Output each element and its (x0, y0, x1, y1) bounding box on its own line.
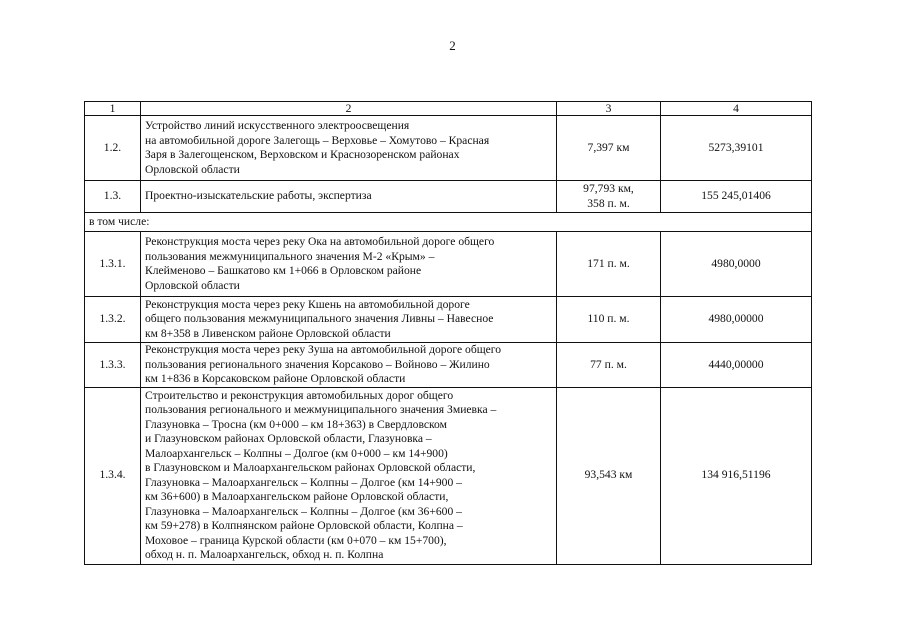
item-number: 1.2. (85, 116, 141, 181)
quantity-line: 171 п. м. (587, 256, 630, 270)
item-number: 1.3.3. (85, 343, 141, 388)
item-number: 1.3.2. (85, 297, 141, 343)
description-line: Глазуновка – Малоархангельск – Колпны – Долгое (км 36+600 – (145, 504, 462, 518)
description-line: км 59+278) в Колпнянском районе Орловской области, Колпна – (145, 519, 463, 532)
item-amount: 4980,00000 (661, 297, 812, 343)
description-line: Орловской области (145, 278, 240, 292)
item-quantity (557, 116, 661, 181)
item-number: 1.3.4. (85, 387, 141, 564)
description-line: пользования регионального значения Корсаково – Войново – Жилино (145, 357, 490, 371)
description-line: Реконструкция моста через реку Кшень на автомобильной дороге (145, 297, 470, 311)
description-line: Реконструкция моста через реку Ока на автомобильной дороге общего (145, 235, 495, 248)
description-line: Малоархангельск – Колпны – Долгое (км 0+000 – км 14+900) (145, 446, 448, 460)
item-quantity (557, 297, 661, 343)
item-quantity (557, 387, 661, 564)
description-line: пользования межмуниципального значения М-2 «Крым» – (145, 249, 435, 263)
description-line: км 8+358 в Ливенском районе Орловской области (145, 326, 391, 340)
description-line: обход н. п. Малоархангельск, обход н. п. Колпна (145, 548, 384, 561)
table-row (85, 297, 812, 343)
header-col-4: 4 (661, 102, 812, 116)
description-line: Реконструкция моста через реку Зуша на автомобильной дороге общего (145, 343, 502, 356)
description-line: Строительство и реконструкция автомобильных дорог общего (145, 388, 454, 402)
description-line: км 1+836 в Корсаковском районе Орловской области (145, 372, 406, 385)
item-amount: 4440,00000 (661, 343, 812, 388)
quantity-line: 93,543 км (584, 468, 633, 482)
table-row (85, 116, 812, 181)
description-line: общего пользования межмуниципального значения Ливны – Навесное (145, 312, 494, 326)
header-col-1: 1 (85, 102, 141, 116)
item-amount: 134 916,51196 (661, 387, 812, 564)
table-subheading-row (85, 213, 812, 232)
description-line: Моховое – граница Курской области (км 0+070 – км 15+700), (145, 533, 447, 547)
item-amount: 4980,0000 (661, 232, 812, 297)
description-line: Глазуновка – Малоархангельск – Колпны – Долгое (км 14+900 – (145, 475, 462, 489)
header-col-3: 3 (557, 102, 661, 116)
item-quantity (557, 181, 661, 213)
header-col-2: 2 (141, 102, 557, 116)
works-table (84, 101, 812, 565)
table-row (85, 181, 812, 213)
page-number: 2 (449, 38, 456, 53)
description-line: Устройство линий искусственного электроосвещения (145, 119, 410, 132)
subheading-text: в том числе: (85, 213, 812, 232)
description-line: пользования регионального и межмуниципального значения Змиевка – (145, 403, 497, 416)
item-number: 1.3.1. (85, 232, 141, 297)
quantity-line: 97,793 км, (583, 182, 634, 195)
quantity-line: 110 п. м. (587, 312, 630, 326)
description-line: Клейменово – Башкатово км 1+066 в Орловском районе (145, 264, 422, 277)
description-line: км 36+600) в Малоархангельском районе Орловской области, (145, 490, 449, 503)
item-amount: 155 245,01406 (661, 181, 812, 213)
description-line: Глазуновка – Тросна (км 0+000 – км 18+363) в Свердловском (145, 417, 447, 431)
description-line: Орловской области (145, 162, 240, 176)
item-quantity (557, 232, 661, 297)
quantity-line: 77 п. м. (590, 357, 627, 371)
description-line: Заря в Залегощенском, Верховском и Краснозоренском районах (145, 148, 460, 161)
table-header-row (85, 102, 812, 116)
description-line: в Глазуновском и Малоархангельском районах Орловской области, (145, 461, 476, 474)
item-description (141, 343, 557, 388)
description-line: на автомобильной дороге Залегощь – Верховье – Хомутово – Красная (145, 133, 490, 147)
item-description (141, 297, 557, 343)
item-description (141, 181, 557, 213)
table-row (85, 343, 812, 388)
description-line: и Глазуновском районах Орловской области, Глазуновка – (145, 432, 432, 445)
description-line: Проектно-изыскательские работы, экспертиза (145, 189, 372, 203)
item-description (141, 387, 557, 564)
item-description (141, 232, 557, 297)
table-row (85, 232, 812, 297)
table-row (85, 387, 812, 564)
item-number: 1.3. (85, 181, 141, 213)
quantity-line: 358 п. м. (587, 196, 630, 210)
item-amount: 5273,39101 (661, 116, 812, 181)
item-description (141, 116, 557, 181)
item-quantity (557, 343, 661, 388)
quantity-line: 7,397 км (587, 140, 630, 154)
